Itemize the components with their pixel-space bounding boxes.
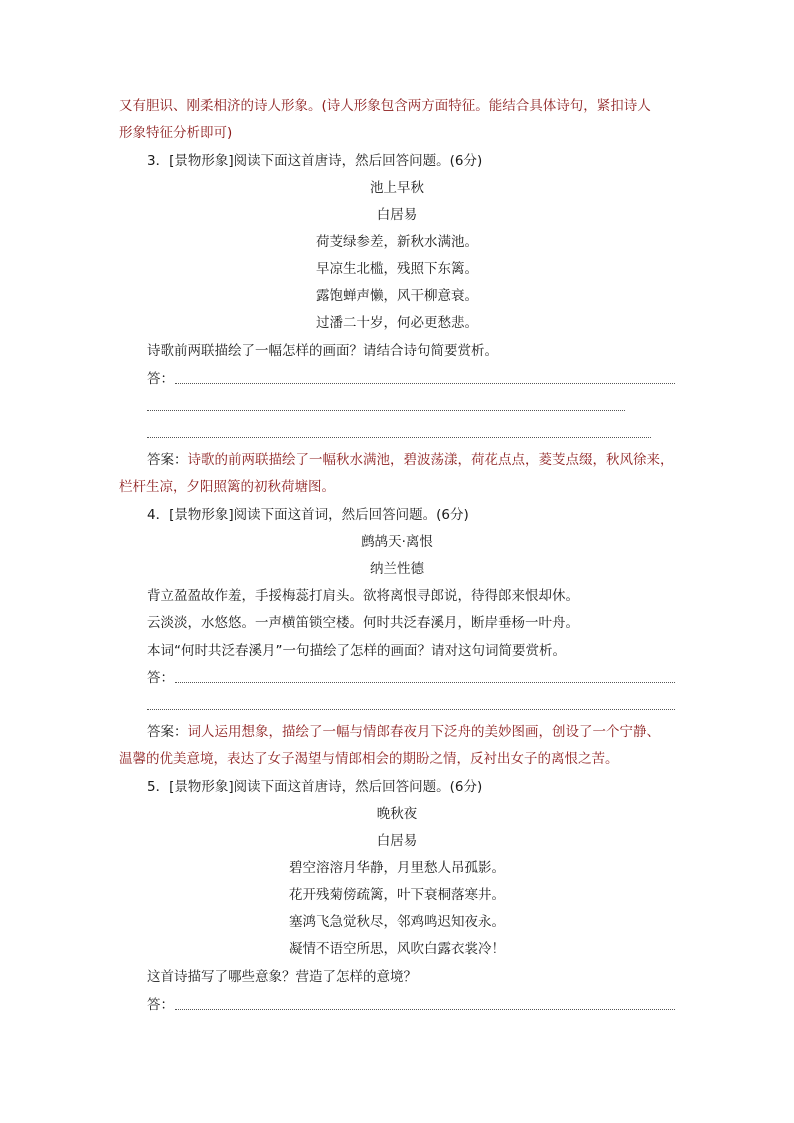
q3-verse: 早凉生北槛，残照下东篱。 [316, 261, 478, 277]
q5-verse: 花开残菊傍疏篱，叶下衰桐落寒井。 [289, 887, 505, 903]
q3-answer-line[interactable] [147, 424, 675, 442]
key-label: 答案： [147, 724, 188, 740]
q3-answer-line[interactable] [147, 397, 675, 415]
q4-key [147, 723, 660, 741]
answer-dotted-line [175, 383, 675, 384]
prev-answer-line-1: 又有胆识、刚柔相济的诗人形象。(诗人形象包含两方面特征。能结合具体诗句，紧扣诗人 [119, 98, 651, 114]
q3-key-line-2: 栏杆生凉，夕阳照篱的初秋荷塘图。 [119, 479, 335, 495]
q4-ci-line: 云淡淡，水悠悠。一声横笛锁空楼。何时共泛春溪月，断岸垂杨一叶舟。 [147, 615, 579, 631]
q3-verse: 过潘二十岁，何必更愁悲。 [316, 315, 478, 331]
answer-label: 答： [147, 670, 174, 686]
q3-key [147, 451, 674, 469]
q5-verse: 凝情不语空所思，风吹白露衣裳冷！ [289, 941, 505, 957]
answer-dotted-line [147, 410, 625, 411]
q4-question: 本词“何时共泛春溪月”一句描绘了怎样的画面？请对这句词简要赏析。 [147, 643, 566, 659]
prev-answer-line-2: 形象特征分析即可) [119, 125, 233, 141]
q5-verse: 塞鸿飞急觉秋尽，邻鸡鸣迟知夜永。 [289, 914, 505, 930]
answer-dotted-line [175, 1009, 675, 1010]
q3-poem-author: 白居易 [376, 207, 418, 223]
answer-dotted-line [147, 437, 651, 438]
q3-answer-line[interactable] [147, 370, 675, 388]
key-text: 词人运用想象，描绘了一幅与情郎春夜月下泛舟的美妙图画，创设了一个宁静、 [187, 724, 660, 740]
q5-answer-line[interactable] [147, 996, 675, 1014]
q5-poem-author: 白居易 [376, 833, 418, 849]
q4-answer-line[interactable] [147, 696, 675, 714]
q4-key-line-2: 温馨的优美意境，表达了女子渴望与情郎相会的期盼之情，反衬出女子的离恨之苦。 [119, 751, 619, 767]
q3-poem-title: 池上早秋 [370, 180, 424, 196]
key-label: 答案： [147, 452, 188, 468]
q4-poem-title: 鹧鸪天·离恨 [361, 534, 433, 550]
q3-verse: 露饱蝉声懒，风干柳意衰。 [316, 288, 478, 304]
q5-prompt: 5．[景物形象]阅读下面这首唐诗，然后回答问题。(6分) [147, 779, 483, 795]
answer-dotted-line [175, 682, 675, 683]
q5-question: 这首诗描写了哪些意象？营造了怎样的意境？ [147, 969, 417, 985]
q4-prompt: 4．[景物形象]阅读下面这首词，然后回答问题。(6分) [147, 507, 469, 523]
q4-poem-author: 纳兰性德 [370, 561, 424, 577]
answer-label: 答： [147, 997, 174, 1013]
answer-dotted-line [147, 709, 675, 710]
q3-prompt: 3．[景物形象]阅读下面这首唐诗，然后回答问题。(6分) [147, 153, 483, 169]
q4-ci-line: 背立盈盈故作羞，手挼梅蕊打肩头。欲将离恨寻郎说，待得郎来恨却休。 [147, 588, 579, 604]
q3-question: 诗歌前两联描绘了一幅怎样的画面？请结合诗句简要赏析。 [147, 343, 498, 359]
q4-answer-line[interactable] [147, 669, 675, 687]
q3-verse: 荷芰绿参差，新秋水满池。 [316, 234, 478, 250]
q5-verse: 碧空溶溶月华静，月里愁人吊孤影。 [289, 860, 505, 876]
q5-poem-title: 晚秋夜 [376, 806, 418, 822]
answer-label: 答： [147, 371, 174, 387]
key-text: 诗歌的前两联描绘了一幅秋水满池，碧波荡漾，荷花点点，菱芰点缀，秋风徐来， [187, 452, 674, 468]
